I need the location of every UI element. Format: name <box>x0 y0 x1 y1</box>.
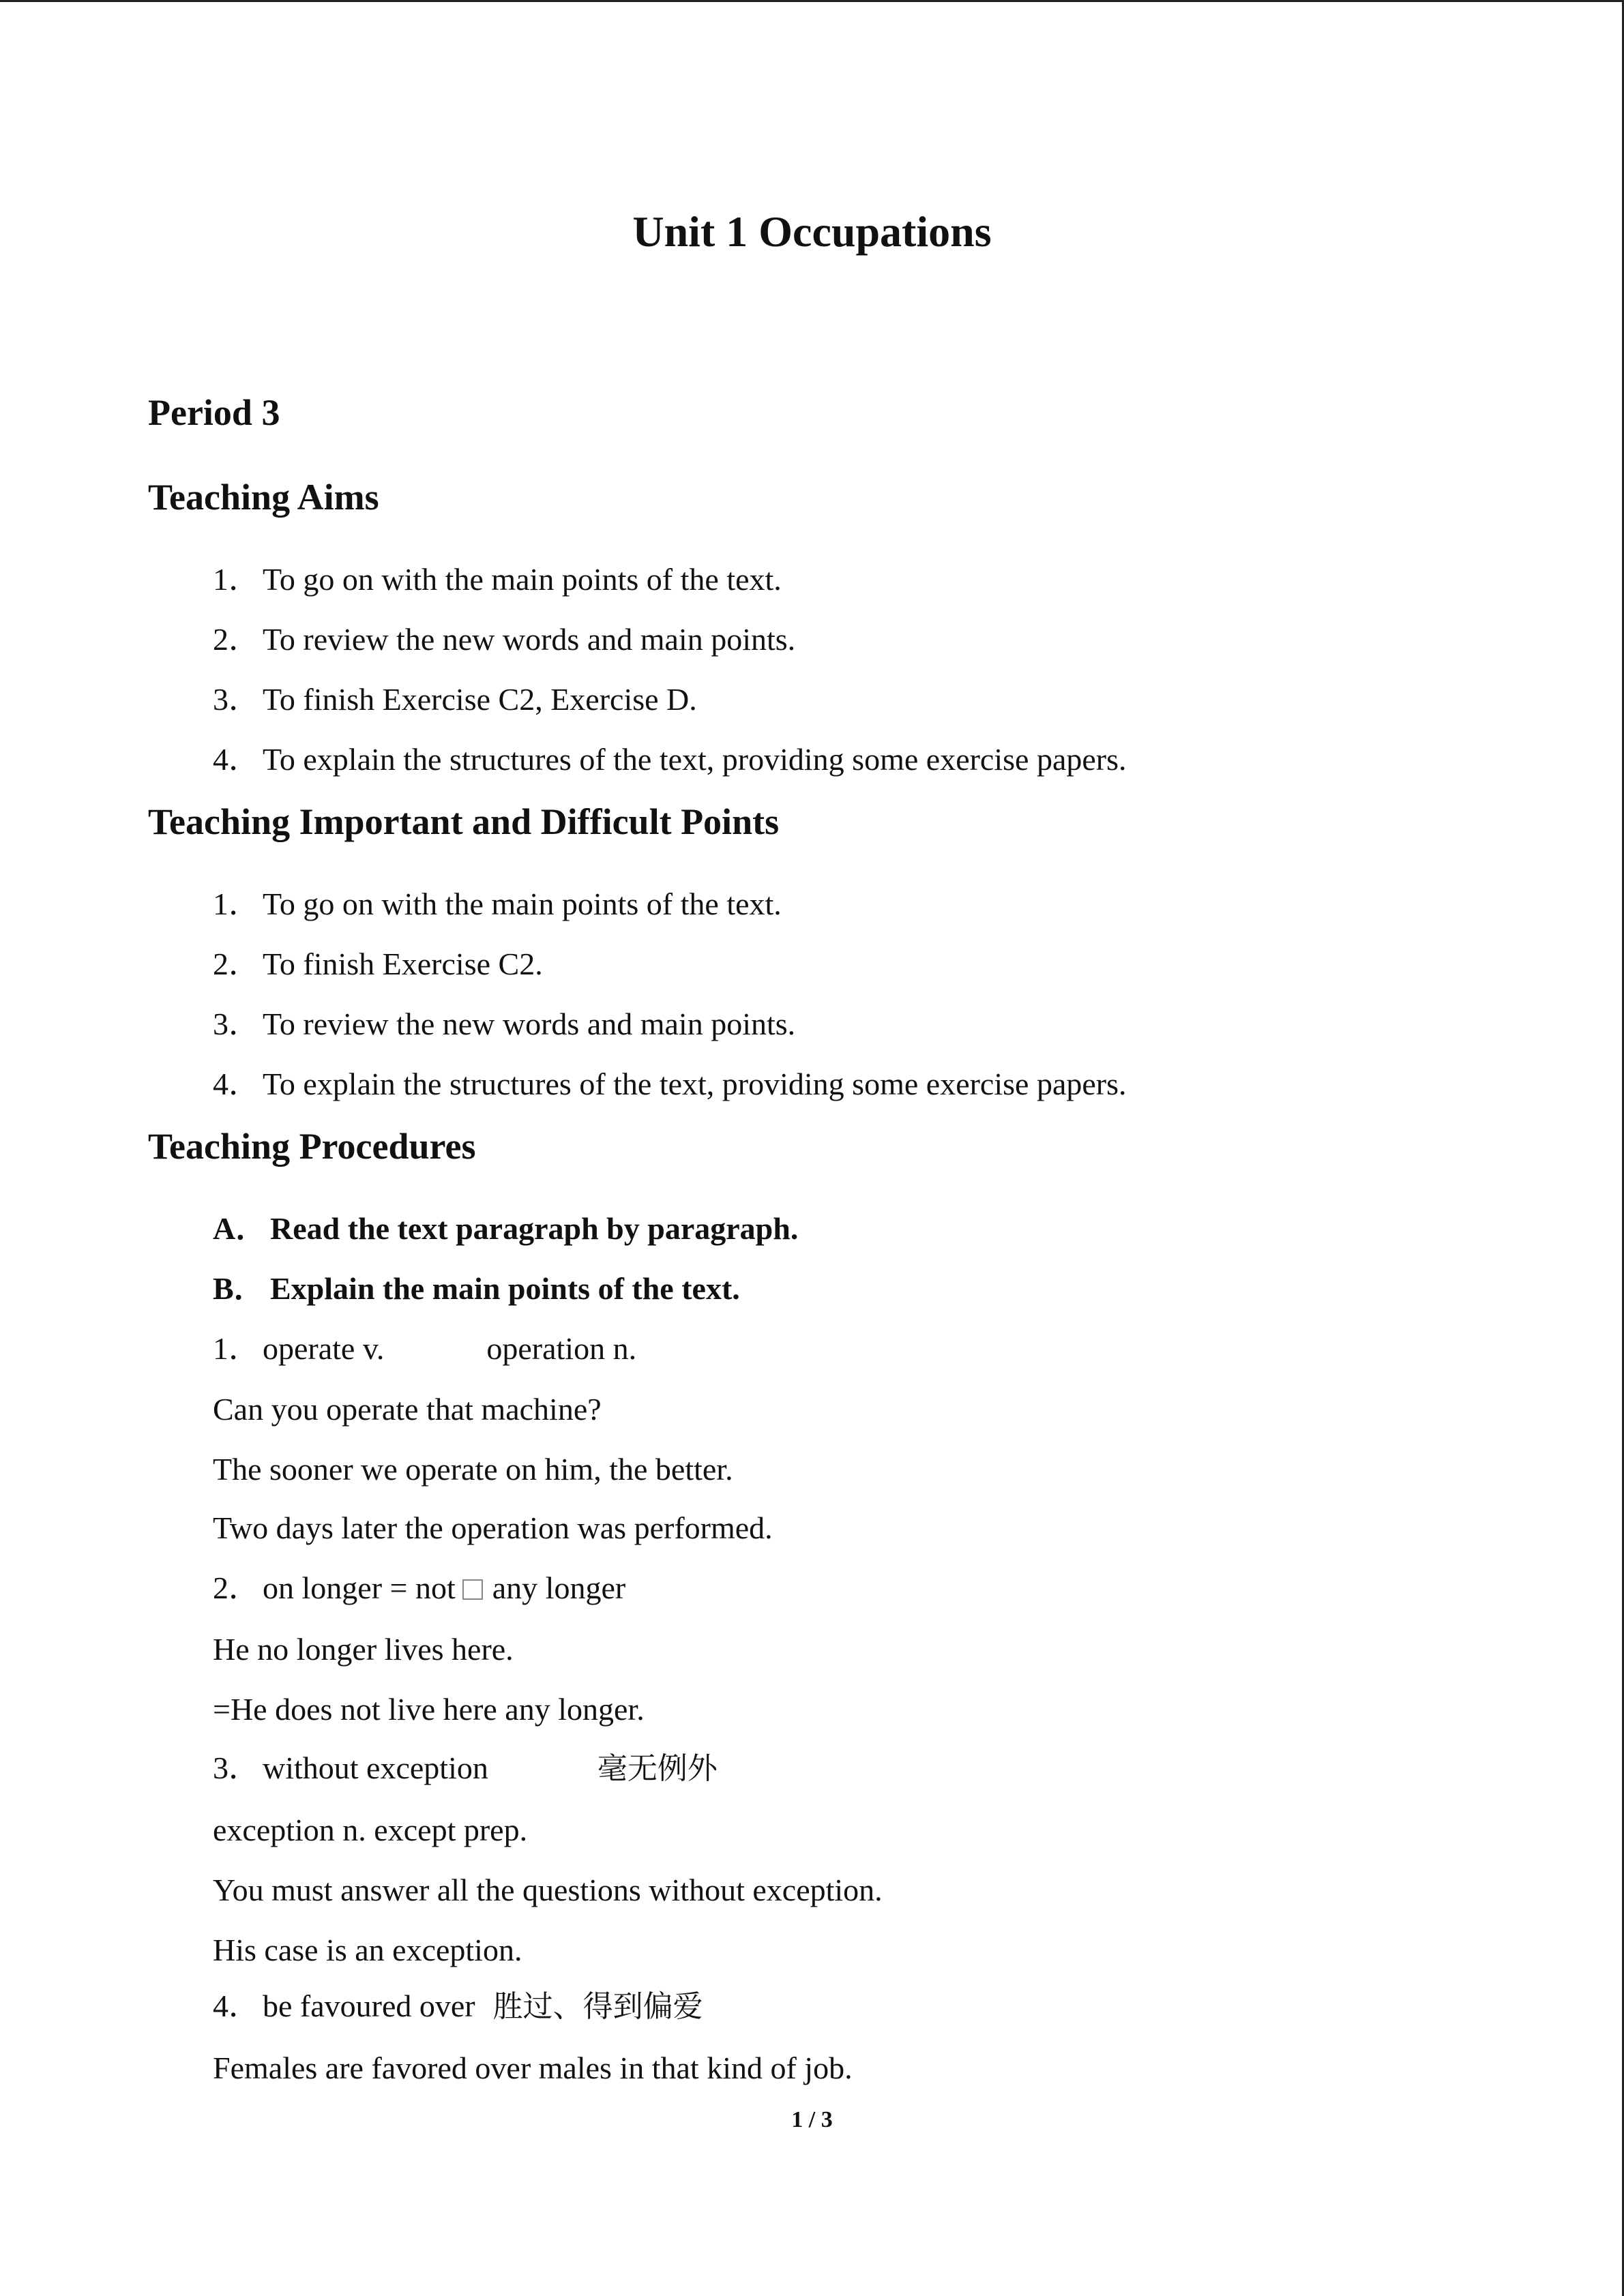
step-b <box>213 1273 740 1304</box>
points-item-text: To explain the structures of the text, providing some exercise papers. <box>263 1067 1127 1101</box>
page-number: 1 / 3 <box>791 2107 833 2132</box>
point-number: 1． <box>213 1331 260 1366</box>
point-word: be favoured over <box>263 1988 475 2023</box>
aims-item-text: To finish Exercise C2, Exercise D. <box>263 682 697 717</box>
point-word: operate v. <box>263 1331 385 1366</box>
point-1 <box>213 1333 636 1365</box>
points-item-text: To go on with the main points of the text. <box>263 886 782 921</box>
example-sentence: He no longer lives here. <box>213 1632 514 1667</box>
period-heading: Period 3 <box>148 392 280 433</box>
aims-item-text: To go on with the main points of the text. <box>263 562 782 597</box>
aims-item-number: 4． <box>213 742 260 777</box>
point-text-after: any longer <box>492 1570 626 1605</box>
points-item-number: 4． <box>213 1067 260 1101</box>
aims-item-1 <box>213 564 782 595</box>
example-sentence: His case is an exception. <box>213 1933 522 1967</box>
example-sentence: =He does not live here any longer. <box>213 1692 645 1727</box>
aims-item-number: 3． <box>213 682 260 717</box>
step-b-label: B． <box>213 1271 265 1306</box>
points-item-2 <box>213 946 543 981</box>
point-number: 2． <box>213 1570 260 1605</box>
step-b-text: Explain the main points of the text. <box>270 1271 740 1306</box>
aims-item-text: To review the new words and main points. <box>263 622 796 657</box>
example-sentence: Two days later the operation was performed. <box>213 1510 773 1545</box>
points-item-1 <box>213 886 782 921</box>
procedures-heading: Teaching Procedures <box>148 1126 476 1167</box>
points-item-3 <box>213 1009 795 1040</box>
example-sentence: The sooner we operate on him, the better. <box>213 1452 733 1487</box>
placeholder-square-icon <box>462 1579 483 1600</box>
points-item-text: To review the new words and main points. <box>263 1007 796 1041</box>
point-number: 3． <box>213 1750 260 1785</box>
points-item-number: 3． <box>213 1007 260 1041</box>
point-related-word: operation n. <box>486 1331 637 1366</box>
example-sentence: Can you operate that machine? <box>213 1392 602 1427</box>
aims-item-3 <box>213 684 697 715</box>
point-3 <box>213 1750 718 1786</box>
example-sentence: You must answer all the questions without exception. <box>213 1873 883 1907</box>
point-chinese-meaning: 胜过、得到偏爱 <box>492 1989 703 2024</box>
point-4 <box>213 1988 703 2024</box>
point-2 <box>213 1572 625 1604</box>
teaching-aims-heading: Teaching Aims <box>148 477 379 518</box>
point-number: 4． <box>213 1988 260 2023</box>
step-a-label: A． <box>213 1211 267 1246</box>
point-text-before: on longer = not <box>263 1570 456 1605</box>
aims-item-4 <box>213 744 1127 775</box>
example-sentence: Females are favored over males in that kind of job. <box>213 2051 853 2085</box>
point-word: without exception <box>263 1750 488 1785</box>
points-item-number: 1． <box>213 886 260 921</box>
document-title: Unit 1 Occupations <box>632 207 992 256</box>
important-points-heading: Teaching Important and Difficult Points <box>148 801 780 842</box>
points-item-number: 2． <box>213 946 260 981</box>
point-chinese-meaning: 毫无例外 <box>597 1751 718 1786</box>
points-item-4 <box>213 1069 1127 1100</box>
aims-item-number: 2． <box>213 622 260 657</box>
example-sentence: exception n. except prep. <box>213 1813 528 1847</box>
aims-item-2 <box>213 624 795 655</box>
aims-item-number: 1． <box>213 562 260 597</box>
points-item-text: To finish Exercise C2. <box>263 946 543 981</box>
step-a <box>213 1213 798 1244</box>
step-a-text: Read the text paragraph by paragraph. <box>270 1211 799 1246</box>
aims-item-text: To explain the structures of the text, providing some exercise papers. <box>263 742 1127 777</box>
